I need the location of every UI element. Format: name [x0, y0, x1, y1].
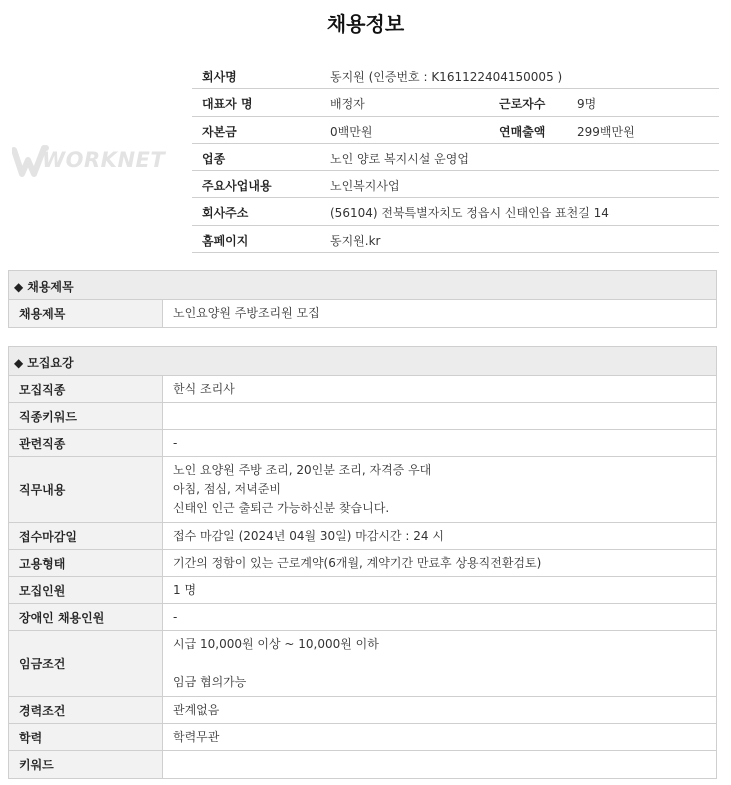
table-row	[9, 751, 716, 778]
table-row	[9, 631, 716, 697]
row-label: 고용형태	[9, 550, 163, 576]
row-value-line: 노인 요양원 주방 조리, 20인분 조리, 자격증 우대	[173, 463, 432, 477]
employees-value: 9명	[577, 97, 597, 112]
section-header	[9, 271, 716, 300]
row-label: 경력조건	[9, 697, 163, 723]
row-value-line: 시급 10,000원 이상 ~ 10,000원 이하	[173, 637, 379, 651]
row-label: 모집인원	[9, 577, 163, 603]
company-row-name	[192, 62, 719, 89]
row-value: 학력무관	[173, 729, 220, 744]
company-row-address	[192, 198, 719, 225]
row-value: 관계없음	[173, 702, 220, 717]
diamond-icon: ◆	[14, 356, 24, 370]
table-row	[9, 376, 716, 403]
homepage-label: 홈페이지	[202, 233, 249, 248]
row-value-spacer	[173, 654, 706, 673]
section-heading: 모집요강	[27, 356, 74, 370]
address-label: 회사주소	[202, 206, 249, 221]
revenue-value: 299백만원	[577, 124, 635, 139]
row-label: 장애인 채용인원	[9, 604, 163, 630]
worknet-logo-text: WORKNET	[42, 148, 166, 172]
industry-label: 업종	[202, 151, 226, 166]
row-value-line: 아침, 점심, 저녁준비	[173, 482, 281, 496]
job-title-section	[8, 270, 717, 328]
row-label: 직종키워드	[9, 403, 163, 429]
company-row-ceo	[192, 89, 719, 116]
revenue-label: 연매출액	[499, 124, 546, 139]
capital-label: 자본금	[202, 124, 237, 139]
table-row	[9, 604, 716, 631]
row-value: 1 명	[173, 582, 197, 597]
table-row	[9, 300, 716, 327]
company-name-label: 회사명	[202, 70, 237, 84]
row-value: -	[173, 435, 178, 450]
section-heading: 채용제목	[27, 280, 74, 294]
row-value-line: 임금 협의가능	[173, 675, 247, 689]
address-value: (56104) 전북특별자치도 정읍시 신태인읍 표천길 14	[330, 206, 609, 221]
row-label: 접수마감일	[9, 523, 163, 549]
row-label: 직무내용	[9, 457, 163, 522]
company-row-capital	[192, 117, 719, 144]
company-row-homepage	[192, 226, 719, 253]
table-row	[9, 724, 716, 751]
row-label: 학력	[9, 724, 163, 750]
row-label: 임금조건	[9, 631, 163, 696]
job-title-label: 채용제목	[9, 300, 163, 327]
row-value: 한식 조리사	[173, 381, 235, 396]
table-row	[9, 697, 716, 724]
table-row	[9, 523, 716, 550]
homepage-link[interactable]: 동지원.kr	[330, 233, 381, 248]
worknet-logo	[12, 144, 164, 178]
capital-value: 0백만원	[330, 124, 373, 139]
row-value: -	[173, 609, 178, 624]
table-row	[9, 430, 716, 457]
row-label: 키워드	[9, 751, 163, 778]
page-title: 채용정보	[326, 12, 405, 36]
employees-label: 근로자수	[499, 97, 546, 112]
company-name-value: 동지원 (인증번호 : K161122404150005 )	[330, 70, 563, 84]
company-row-industry	[192, 144, 719, 171]
job-title-value: 노인요양원 주방조리원 모집	[173, 306, 320, 320]
recruit-section	[8, 346, 717, 779]
row-value: 접수 마감일 (2024년 04월 30일) 마감시간 : 24 시	[173, 528, 444, 543]
diamond-icon: ◆	[14, 280, 24, 294]
table-row	[9, 457, 716, 523]
table-row	[9, 577, 716, 604]
table-row	[9, 403, 716, 430]
row-value-line: 신태인 인근 출퇴근 가능하신분 찾습니다.	[173, 501, 390, 515]
row-label: 관련직종	[9, 430, 163, 456]
ceo-value: 배정자	[330, 97, 365, 112]
row-label: 모집직종	[9, 376, 163, 402]
row-value: 기간의 정함이 있는 근로계약(6개월, 계약기간 만료후 상용직전환검토)	[173, 555, 542, 570]
business-label: 주요사업내용	[202, 179, 272, 194]
company-row-business	[192, 171, 719, 198]
ceo-label: 대표자 명	[202, 97, 253, 112]
industry-value: 노인 양로 복지시설 운영업	[330, 151, 469, 166]
company-info-table	[192, 62, 719, 253]
table-row	[9, 550, 716, 577]
section-header	[9, 347, 716, 376]
business-value: 노인복지사업	[330, 179, 400, 194]
